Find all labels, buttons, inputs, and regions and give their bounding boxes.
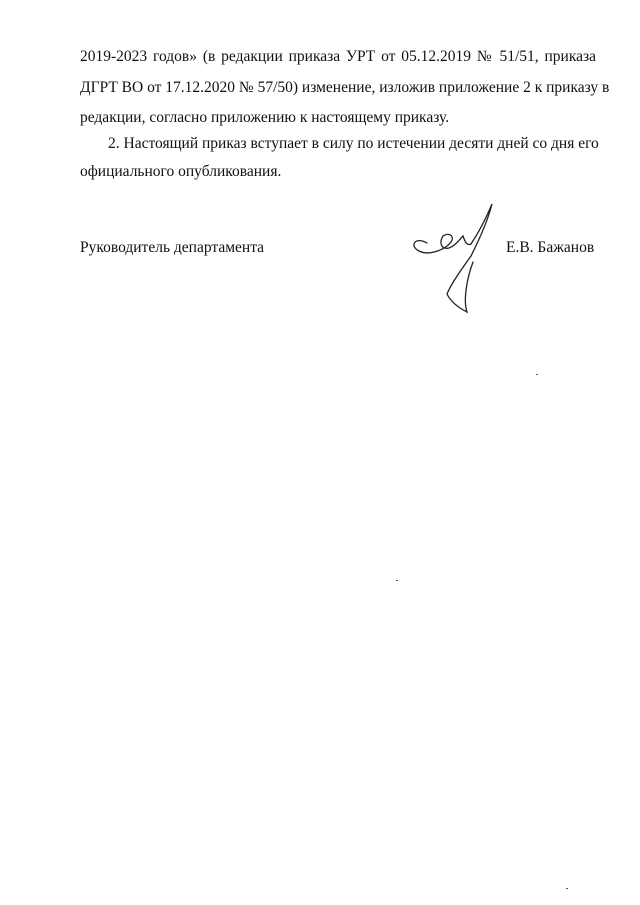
signatory-name: Е.В. Бажанов [506,239,595,256]
scan-speck [566,888,568,889]
paragraph-1-line-1: 2019-2023 годов» (в редакции приказа УРТ от 05.12.2019 № 51/51, приказа [80,48,596,65]
scan-speck [536,374,538,375]
scan-speck [396,580,398,581]
handwritten-signature [405,198,505,318]
paragraph-1-line-2: ДГРТ ВО от 17.12.2020 № 57/50) изменение, изложив приложение 2 к приказу в [80,79,610,96]
paragraph-2-line-1: 2. Настоящий приказ вступает в силу по истечении десяти дней со дня его [108,135,599,152]
paragraph-1-line-3: редакции, согласно приложению к настоящему приказу. [80,109,450,126]
signatory-position: Руководитель департамента [80,239,265,256]
paragraph-2-line-2: официального опубликования. [80,163,282,180]
